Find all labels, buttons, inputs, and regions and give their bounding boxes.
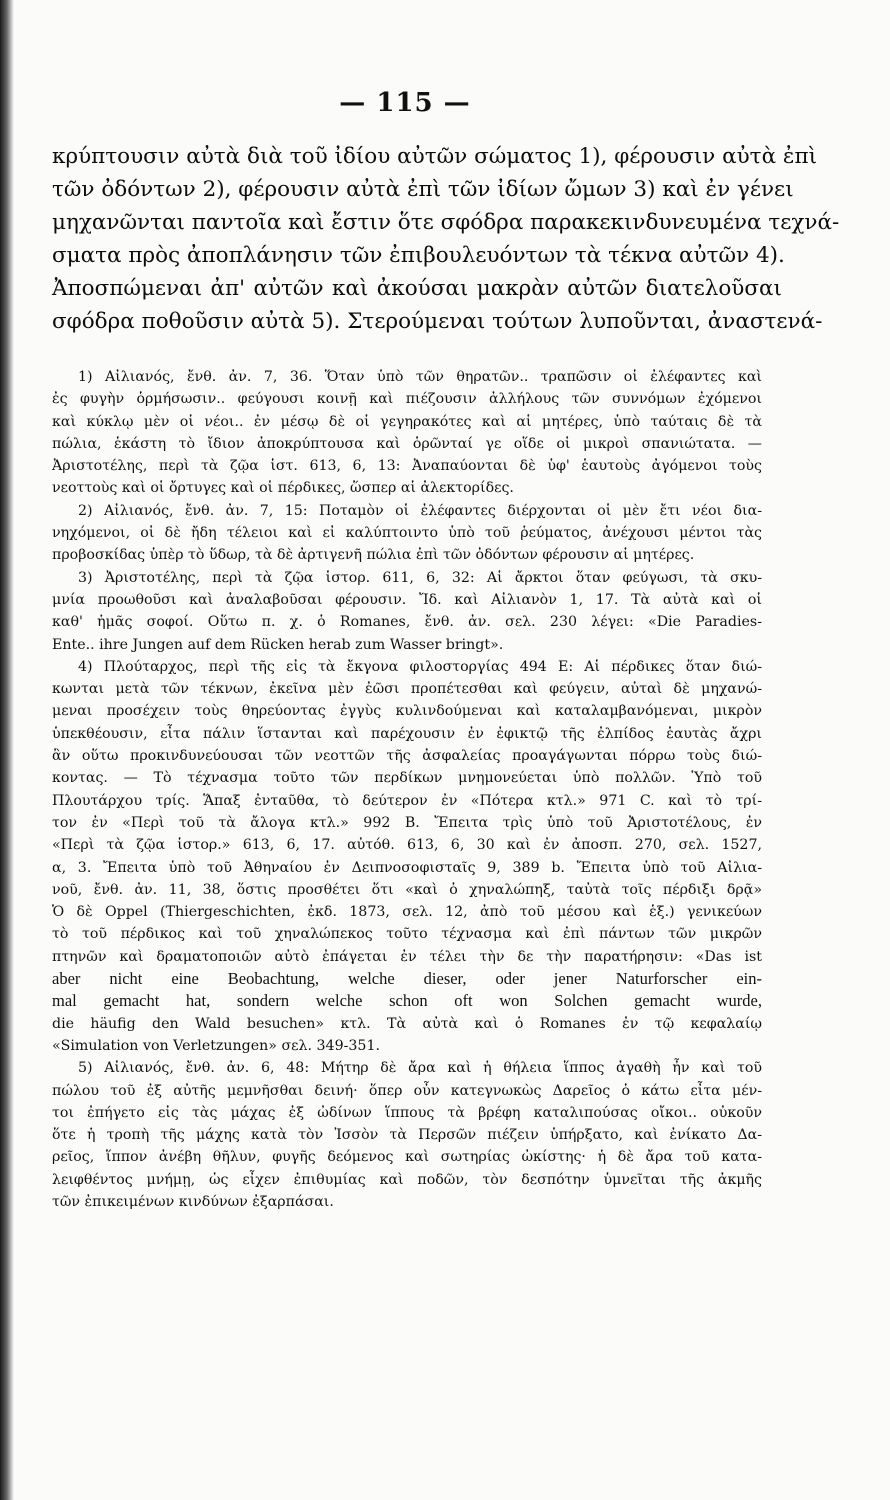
body-line: κρύπτουσιν αὐτὰ διὰ τοῦ ἰδίου αὐτῶν σώματος 1), φέρουσιν αὐτὰ ἐπὶ xyxy=(52,144,818,169)
body-line: σφόδρα ποθοῦσιν αὐτὰ 5). Στερούμεναι τούτων λυποῦνται, ἀναστενά- xyxy=(52,309,823,334)
footnote-line: 2) Αἰλιανός, ἔνθ. ἀν. 7, 15: Ποταμὸν οἱ ἐλέφαντες διέρχονται οἱ μὲν ἔτι νέοι δια- xyxy=(78,502,762,519)
body-line: μηχανῶνται παντοῖα καὶ ἔστιν ὅτε σφόδρα παρακεκινδυνευμένα τεχνά- xyxy=(52,210,840,235)
footnote-line: κοντας. — Τὸ τέχνασμα τοῦτο τῶν περδίκων μνημονεύεται ὑπὸ πολλῶν. Ὑπὸ τοῦ xyxy=(52,770,762,787)
footnote-line: νηχόμενοι, οἱ δὲ ἤδη τέλειοι καὶ εἰ καλύπτοιντο ὑπὸ τοῦ ῥεύματος, ἀνέχουσι μέντοι τὰς xyxy=(52,525,762,542)
footnote-line: ὑπεκθέουσιν, εἶτα πάλιν ἵστανται καὶ παρέχουσιν ἐν ἐφικτῷ τῆς ἐλπίδος ἑαυτὰς ἄχρι xyxy=(52,725,762,742)
footnote-line: κωνται μετὰ τῶν τέκνων, ἐκεῖνα μὲν ἐῶσι προπέτεσθαι καὶ φεύγειν, αὐταὶ δὲ μηχανώ- xyxy=(52,681,762,698)
body-line: Ἀποσπώμεναι ἀπ' αὐτῶν καὶ ἀκούσαι μακρὰν αὐτῶν διατελοῦσαι xyxy=(52,276,782,301)
footnote-3 xyxy=(52,567,762,656)
footnote-line: ἐς φυγὴν ὁρμήσωσιν.. φεύγουσι κοινῇ καὶ πιέζουσιν ἀλλήλους τῶν συννόμων ἐχόμενοι xyxy=(52,391,762,408)
footnote-5 xyxy=(52,1057,762,1213)
footnote-line: 5) Αἰλιανός, ἔνθ. ἀν. 6, 48: Μήτηρ δὲ ἄρα καὶ ἡ θήλεια ἵππος ἀγαθὴ ἦν καὶ τοῦ xyxy=(78,1060,762,1077)
body-line: σματα πρὸς ἀποπλάνησιν τῶν ἐπιβουλευόντων τὰ τέκνα αὐτῶν 4). xyxy=(52,243,785,268)
footnote-line: «Simulation von Verletzungen» σελ. 349-351. xyxy=(52,1037,380,1054)
footnote-line: Πλουτάρχου τρίς. Ἅπαξ ἐνταῦθα, τὸ δεύτερον ἐν «Πότερα κτλ.» 971 C. καὶ τὸ τρί- xyxy=(52,792,762,809)
footnote-line: προβοσκίδας ὑπὲρ τὸ ὕδωρ, τὰ δὲ ἀρτιγενῆ πώλια ἐπὶ τῶν ὀδόντων φέρουσιν αἱ μητέρες. xyxy=(52,547,695,564)
footnote-line: 4) Πλούταρχος, περὶ τῆς εἰς τὰ ἔκγονα φιλοστοργίας 494 E: Αἱ πέρδικες ὅταν διώ- xyxy=(78,658,762,675)
footnote-line: πώλια, ἑκάστη τὸ ἴδιον ἀποκρύπτουσα καὶ ὁρῶνταί γε οἵδε οἱ μικροὶ σπανιώτατα. — xyxy=(52,435,762,452)
footnote-line: μνία προωθοῦσι καὶ ἀναλαβοῦσαι φέρουσιν. Ἴδ. καὶ Αἰλιανὸν 1, 17. Τὰ αὐτὰ καὶ οἱ xyxy=(52,591,762,608)
body-line: τῶν ὀδόντων 2), φέρουσιν αὐτὰ ἐπὶ τῶν ἰδίων ὤμων 3) καὶ ἐν γένει xyxy=(52,177,794,202)
page-number: — 115 — xyxy=(339,88,471,118)
footnote-line: τον ἐν «Περὶ τοῦ τὰ ἄλογα κτλ.» 992 B. Ἔπειτα τρὶς ὑπὸ τοῦ Ἀριστοτέλους, ἐν xyxy=(52,814,762,831)
footnote-line: ὅτε ἡ τροπὴ τῆς μάχης κατὰ τὸν Ἰσσὸν τὰ Περσῶν πιέζειν ὑπήρξατο, καὶ ἐνίκατο Δα- xyxy=(52,1127,762,1144)
footnote-line: τοι ἐπήγετο εἰς τὰς μάχας ἐξ ὠδίνων ἵππους τὰ βρέφη καταλιπούσας οἴκοι.. οὐκοῦν xyxy=(52,1104,762,1121)
footnote-line: «Περὶ τὰ ζῷα ἱστορ.» 613, 6, 17. αὐτόθ. 613, 6, 30 καὶ ἐν ἀποσπ. 270, σελ. 1527, xyxy=(52,837,762,854)
footnotes-section xyxy=(52,366,762,1213)
footnote-line: νοῦ, ἔνθ. ἀν. 11, 38, ὅστις προσθέτει ὅτι «καὶ ὁ χηναλώπηξ, ταὐτὰ τοῖς πέρδιξι δρᾷ» xyxy=(52,881,762,898)
footnote-4 xyxy=(52,656,762,1057)
footnote-line: die häufig den Wald besuchen» κτλ. Τὰ αὐτὰ καὶ ὁ Romanes ἐν τῷ κεφαλαίῳ xyxy=(52,1015,762,1032)
footnote-1 xyxy=(52,366,762,500)
footnote-line: Ὁ δὲ Oppel (Thiergeschichten, ἐκδ. 1873, σελ. 12, ἀπὸ τοῦ μέσου καὶ ἑξ.) γενικεύων xyxy=(52,904,762,921)
footnote-line: νεοττοὺς καὶ οἱ ὄρτυγες καὶ οἱ πέρδικες, ὥσπερ αἱ ἀλεκτορίδες. xyxy=(52,480,514,497)
footnote-line: πτηνῶν καὶ δραματοποιῶν αὐτὸ ἐπάγεται ἐν τέλει τὴν δε τὴν παρατήρησιν: «Das ist xyxy=(52,948,762,965)
footnote-line: καὶ κύκλῳ μὲν οἱ νέοι.. ἐν μέσῳ δὲ οἱ γεγηρακότες καὶ αἱ μητέρες, ὑπὸ ταύταις δὲ τὰ xyxy=(52,413,762,430)
main-body-text xyxy=(52,140,840,338)
page-binding-shadow xyxy=(0,0,14,1500)
footnote-line: τὸ τοῦ πέρδικος καὶ τοῦ χηναλώπεκος τοῦτο τέχνασμα καὶ ἐπὶ πάντων τῶν μικρῶν xyxy=(52,926,762,943)
footnote-line: 1) Αἰλιανός, ἔνθ. ἀν. 7, 36. Ὅταν ὑπὸ τῶν θηρατῶν.. τραπῶσιν οἱ ἐλέφαντες καὶ xyxy=(78,369,762,385)
footnote-line: πώλου τοῦ ἐξ αὐτῆς μεμνῆσθαι δεινή· ὅπερ οὖν κατεγνωκὼς Δαρεῖος ὁ κάτω εἶτα μέν- xyxy=(52,1082,762,1099)
footnote-line: mal gemacht hat, sondern welche schon oft won Solchen gemacht wurde, xyxy=(52,991,762,1011)
footnote-line: 3) Ἀριστοτέλης, περὶ τὰ ζῷα ἱστορ. 611, 6, 32: Αἱ ἄρκτοι ὅταν φεύγωσι, τὰ σκυ- xyxy=(78,569,762,586)
footnote-line: τῶν ἐπικειμένων κινδύνων ἐξαρπάσαι. xyxy=(52,1193,334,1210)
footnote-line: ρεῖος, ἵππον ἀνέβη θῆλυν, φυγῆς δεόμενος καὶ σωτηρίας ὠκίστης· ἡ δὲ ἄρα τοῦ κατα- xyxy=(52,1149,762,1166)
footnote-2 xyxy=(52,500,762,567)
footnote-line: Ente.. ihre Jungen auf dem Rücken herab zum Wasser bringt». xyxy=(52,636,504,653)
footnote-line: ἂν οὕτω προκινδυνεύουσαι τῶν νεοττῶν τῆς ἀσφαλείας προαγάγωνται πόρρω τοὺς διώ- xyxy=(52,748,762,765)
footnote-line: α, 3. Ἔπειτα ὑπὸ τοῦ Ἀθηναίου ἐν Δειπνοσοφισταῖς 9, 389 b. Ἔπειτα ὑπὸ τοῦ Αἰλια- xyxy=(52,859,762,876)
footnote-line: aber nicht eine Beobachtung, welche dieser, oder jener Naturforscher ein- xyxy=(52,969,762,989)
footnote-line: καθ' ἡμᾶς σοφοί. Οὕτω π. χ. ὁ Romanes, ἔνθ. ἀν. σελ. 230 λέγει: «Die Paradies- xyxy=(52,614,762,631)
footnote-line: Ἀριστοτέλης, περὶ τὰ ζῷα ἱστ. 613, 6, 13: Ἀναπαύονται δὲ ὑφ' ἑαυτοὺς ἀγόμενοι τοὺς xyxy=(52,458,762,475)
footnote-line: μεναι προσέχειν τοὺς θηρεύοντας ἐγγὺς κυλινδούμεναι καὶ καταλαμβανόμεναι, μικρὸν xyxy=(52,703,762,720)
footnote-line: λειφθέντος μνήμῃ, ὡς εἶχεν ἐπιθυμίας καὶ ποδῶν, τὸν δεσπότην ὑμνεῖται τῆς ἀκμῆς xyxy=(52,1171,762,1188)
